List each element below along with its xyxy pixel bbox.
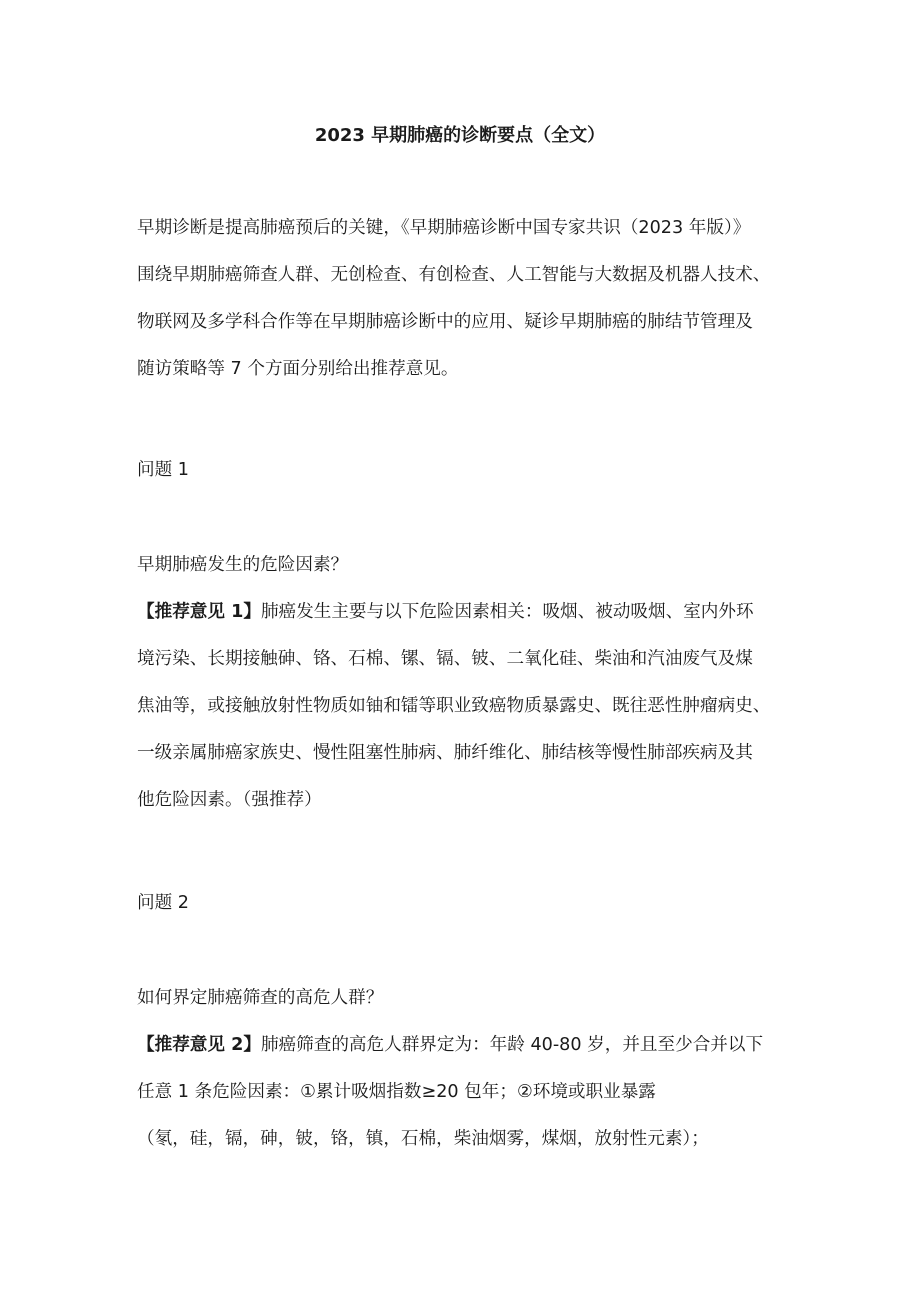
question-1-text: 早期肺癌发生的危险因素？ bbox=[137, 555, 349, 575]
question-2-heading: 问题 2 bbox=[137, 893, 189, 913]
recommendation-1-line: 境污染、长期接触砷、铬、石棉、镙、镉、铍、二氧化硅、柴油和汽油废气及煤 bbox=[137, 649, 753, 669]
recommendation-1-label: 【推荐意见 1】 bbox=[137, 602, 261, 622]
recommendation-1-first-line bbox=[137, 589, 817, 636]
recommendation-1-line: 一级亲属肺癌家族史、慢性阻塞性肺病、肺纤维化、肺结核等慢性肺部疾病及其 bbox=[137, 743, 753, 763]
question-2-heading-block bbox=[137, 880, 817, 927]
recommendation-2-first-line bbox=[137, 1022, 817, 1069]
recommendation-1-line: 焦油等，或接触放射性物质如铀和镭等职业致癌物质暴露史、既往恶性肿瘤病史、 bbox=[137, 696, 771, 716]
question-1-block bbox=[137, 542, 817, 824]
question-1-heading-block bbox=[137, 447, 817, 494]
intro-line: 围绕早期肺癌筛查人群、无创检查、有创检查、人工智能与大数据及机器人技术、 bbox=[137, 265, 771, 285]
recommendation-2-label: 【推荐意见 2】 bbox=[137, 1035, 261, 1055]
question-1-heading: 问题 1 bbox=[137, 460, 189, 480]
question-2-text: 如何界定肺癌筛查的高危人群？ bbox=[137, 988, 384, 1008]
intro-line: 物联网及多学科合作等在早期肺癌诊断中的应用、疑诊早期肺癌的肺结节管理及 bbox=[137, 312, 753, 332]
recommendation-1-text: 肺癌发生主要与以下危险因素相关：吸烟、被动吸烟、室内外环 bbox=[260, 602, 754, 622]
question-2-block bbox=[137, 975, 817, 1163]
recommendation-1-line: 他危险因素。（强推荐） bbox=[137, 790, 322, 810]
intro-line: 早期诊断是提高肺癌预后的关键，《早期肺癌诊断中国专家共识（2023 年版）》 bbox=[137, 218, 751, 238]
recommendation-2-text: 肺癌筛查的高危人群界定为：年龄 40-80 岁，并且至少合并以下 bbox=[260, 1035, 764, 1055]
document-title: 2023 早期肺癌的诊断要点（全文） bbox=[314, 125, 606, 146]
intro-paragraph bbox=[137, 205, 817, 393]
intro-line: 随访策略等 7 个方面分别给出推荐意见。 bbox=[137, 359, 459, 379]
recommendation-2-line: （氡，硅，镉，砷，铍，铬，镇，石棉，柴油烟雾，煤烟，放射性元素）； bbox=[137, 1129, 709, 1149]
recommendation-2-line: 任意 1 条危险因素：①累计吸烟指数≥20 包年；②环境或职业暴露 bbox=[137, 1082, 656, 1102]
